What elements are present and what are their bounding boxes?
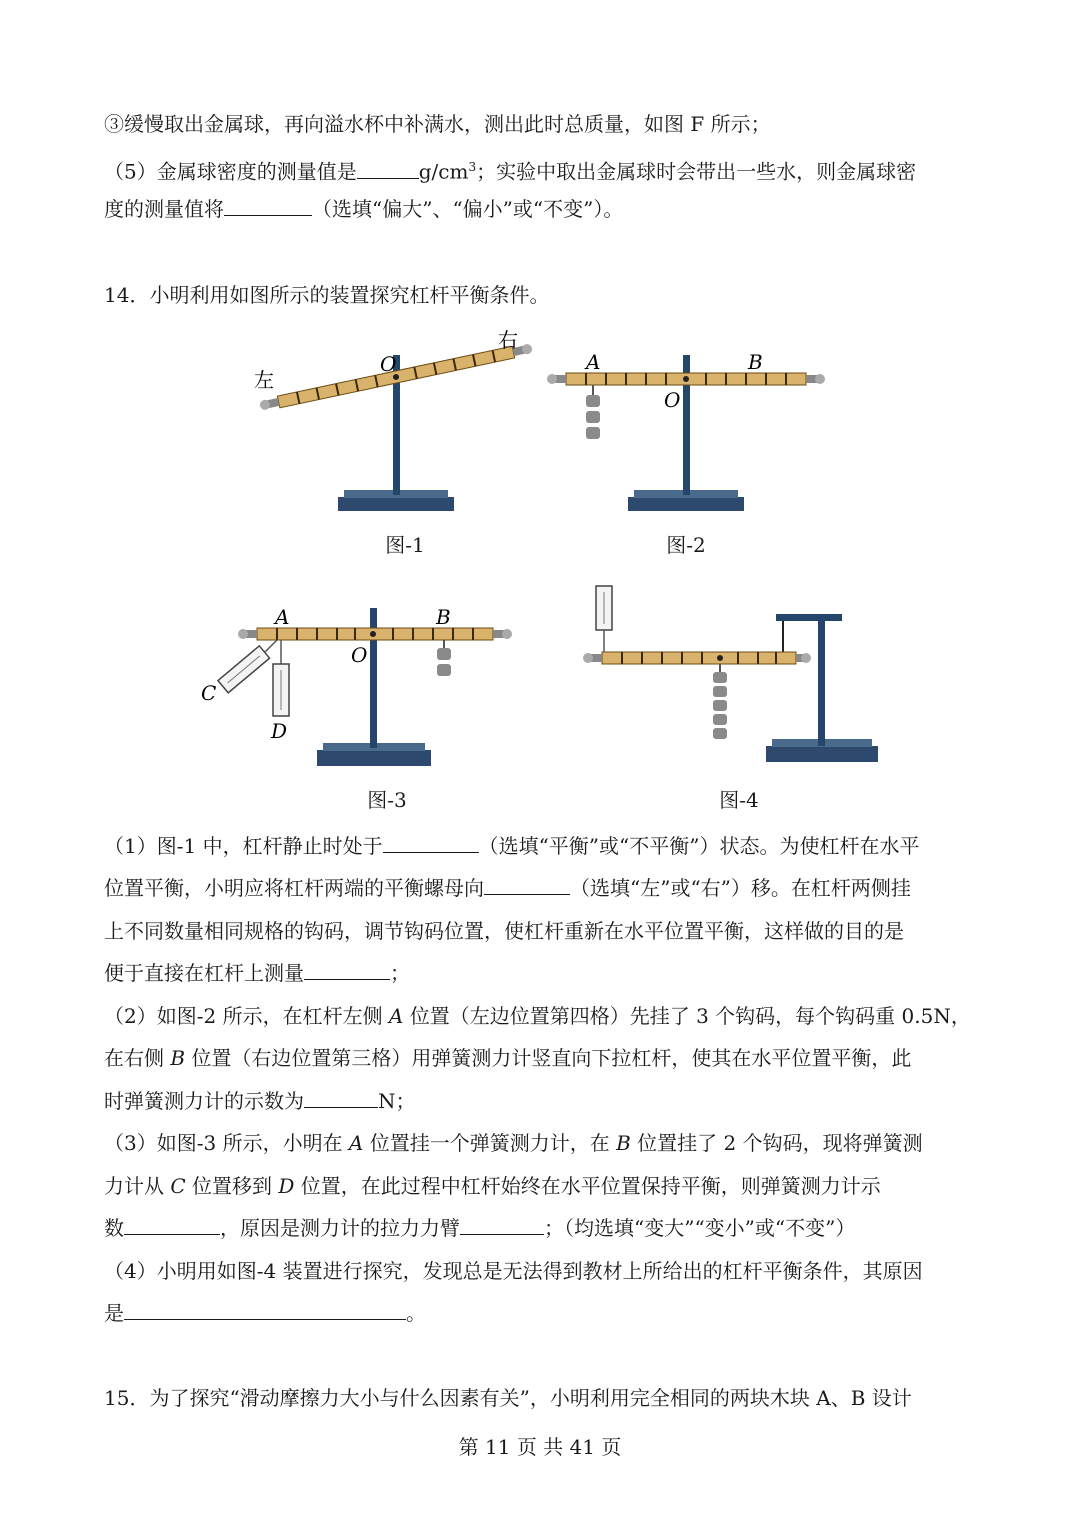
figure-2-caption: 图-2 bbox=[666, 533, 706, 557]
right-label: 右 bbox=[498, 328, 518, 352]
pivot-label: O bbox=[351, 643, 368, 667]
q14-p3-line-2: 力计从 C 位置移到 D 位置，在此过程中杠杆始终在水平位置保持平衡，则弹簧测力计示 bbox=[104, 1174, 881, 1198]
q13-line-3: 度的测量值将 （选填“偏大”、“偏小”或“不变”）。 bbox=[104, 197, 624, 221]
answer-blank[interactable] bbox=[357, 158, 419, 179]
pivot-label: O bbox=[380, 352, 397, 376]
q14-p1-line-1: （1）图-1 中，杠杆静止时处于 （选填“平衡”或“不平衡”）状态。为使杠杆在水平 bbox=[104, 834, 920, 858]
label-b: B bbox=[748, 350, 763, 374]
left-label: 左 bbox=[254, 368, 274, 392]
q14-p3-line-3: 数 ，原因是测力计的拉力力臂 ；（均选填“变大”“变小”或“不变”） bbox=[104, 1216, 856, 1240]
answer-blank[interactable] bbox=[484, 874, 570, 895]
figure-3-lever-spring-scale bbox=[195, 600, 525, 775]
q15-line-1: 15．为了探究“滑动摩擦力大小与什么因素有关”，小明利用完全相同的两块木块 A、B 设计 bbox=[104, 1386, 912, 1410]
q14-p1-line-3: 上不同数量相同规格的钩码，调节钩码位置，使杠杆重新在水平位置平衡，这样做的目的是 bbox=[104, 919, 904, 943]
answer-blank[interactable] bbox=[124, 1299, 406, 1320]
answer-blank[interactable] bbox=[304, 959, 390, 980]
figure-4-caption: 图-4 bbox=[719, 788, 759, 812]
pivot-label: O bbox=[664, 388, 681, 412]
page-number: 第 11 页 共 41 页 bbox=[458, 1435, 622, 1459]
label-a: A bbox=[586, 350, 601, 374]
label-d: D bbox=[271, 719, 288, 743]
q14-title: 14．小明利用如图所示的装置探究杠杆平衡条件。 bbox=[104, 283, 550, 307]
q13-line-1: ③缓慢取出金属球，再向溢水杯中补满水，测出此时总质量，如图 F 所示； bbox=[104, 112, 771, 136]
q14-p2-line-2: 在右侧 B 位置（右边位置第三格）用弹簧测力计竖直向下拉杠杆，使其在水平位置平衡，此 bbox=[104, 1046, 912, 1070]
q14-p2-line-1: （2）如图-2 所示，在杠杆左侧 A 位置（左边位置第四格）先挂了 3 个钩码，每个钩码重 0.5N， bbox=[104, 1004, 971, 1028]
label-c: C bbox=[201, 681, 217, 705]
answer-blank[interactable] bbox=[383, 832, 479, 853]
figure-1-lever-tilted bbox=[250, 325, 540, 525]
label-b: B bbox=[436, 605, 451, 629]
answer-blank[interactable] bbox=[124, 1214, 220, 1235]
answer-blank[interactable] bbox=[304, 1087, 378, 1108]
q14-p2-line-3: 时弹簧测力计的示数为 N； bbox=[104, 1089, 416, 1113]
figure-4-lever-end-support bbox=[578, 578, 888, 773]
q14-p1-line-2: 位置平衡，小明应将杠杆两端的平衡螺母向 （选填“左”或“右”）移。在杠杆两侧挂 bbox=[104, 876, 911, 900]
figure-1-caption: 图-1 bbox=[385, 533, 425, 557]
q14-p1-line-4: 便于直接在杠杆上测量 ； bbox=[104, 961, 410, 985]
answer-blank[interactable] bbox=[460, 1214, 544, 1235]
figure-3-caption: 图-3 bbox=[367, 788, 407, 812]
q14-p4-line-1: （4）小明用如图-4 装置进行探究，发现总是无法得到教材上所给出的杠杆平衡条件，其原因 bbox=[104, 1259, 923, 1283]
q14-p4-line-2: 是 。 bbox=[104, 1301, 426, 1325]
q13-line-2: （5）金属球密度的测量值是 $g/cm^3$；实验中取出金属球时会带出一些水，则金属球密 bbox=[104, 159, 917, 184]
figure-2-lever-balanced bbox=[540, 345, 830, 525]
label-a: A bbox=[275, 605, 290, 629]
q14-p3-line-1: （3）如图-3 所示，小明在 A 位置挂一个弹簧测力计，在 B 位置挂了 2 个钩码，现将弹簧测 bbox=[104, 1131, 923, 1155]
answer-blank[interactable] bbox=[224, 195, 312, 216]
